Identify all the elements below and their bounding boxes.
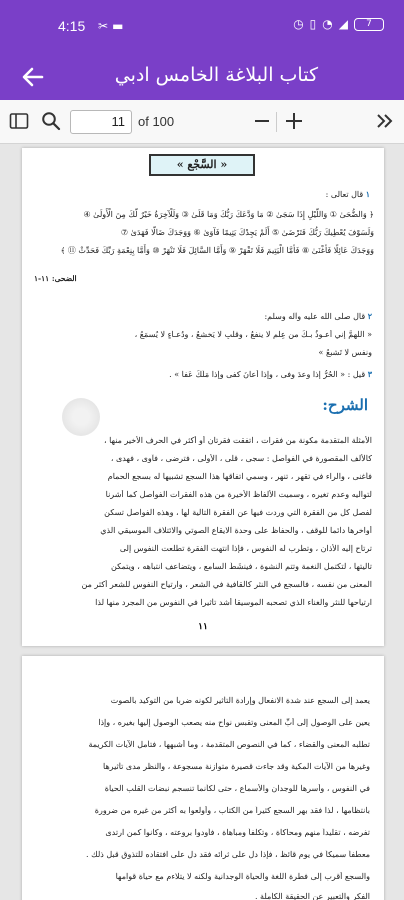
- battery-icon: [354, 18, 384, 31]
- sidebar-toggle-button[interactable]: [6, 108, 32, 134]
- search-button[interactable]: [38, 108, 64, 134]
- body-line: تطلبه المعنى والقضاء ، كما في النصوص المتقدمة ، وما أشبهها ، فتأمل الآيات الكريمة: [88, 740, 370, 749]
- explanation-line: ترتاح إليه الأذان ، وتطرب له النفوس ، فإذا انتهت الفقرة تطلعت النفوس إلى: [119, 544, 372, 553]
- zoom-out-button[interactable]: [249, 108, 275, 134]
- double-chevron-right-icon: [375, 112, 395, 130]
- explanation-heading: الشرح:: [322, 396, 368, 414]
- vibrate-icon: ▯: [309, 17, 317, 31]
- message-icon: ▬: [112, 19, 128, 33]
- question-3-number: ٣: [367, 370, 372, 379]
- question-1-number: ١: [365, 190, 370, 199]
- search-icon: [41, 111, 61, 131]
- body-line: في النفوس ، وأسرها للوجدان والأسماع ، حتى لكأنما تنسجم نبضات القلب الحياة: [104, 784, 370, 793]
- verse-line: وَوَجَدَكَ عَائِلًا فَأَغْنَىٰ ⑧ فَأَمَّا الْيَتِيمَ فَلَا تَقْهَرْ ⑨ وَأَمَّا السَّائِلَ فَلَا تَنْهَرْ ⑩ وَأَمَّا بِنِعْمَةِ رَبِّكَ فَحَدِّثْ ⑪ ﴾: [60, 246, 374, 255]
- page-total-label: of 100: [138, 114, 175, 129]
- back-button[interactable]: [16, 60, 50, 94]
- explanation-line: فأغنى ، والراء في تقهر ، تنهر ، وسمي اتفاقها هذا السجع تشبيها له بسجع الحمام: [107, 472, 372, 481]
- explanation-line: ارتياحها للنثر والغناء الذي تصحبه الموسيقا أشد تأثيرا في النفوس من المجرد منها لذا: [95, 598, 372, 607]
- body-line: بانتظامها ، لذا فقد بهر السجع كثيراً من الكتاب ، وأولعوا به أكثر من غيره من ضرورة: [94, 806, 370, 815]
- sidebar-icon: [9, 112, 29, 130]
- notification-icons: [98, 19, 127, 33]
- question-3: [34, 370, 372, 379]
- body-line: الفكر والتعبير عن الحقيقة الكاملة .: [254, 892, 370, 900]
- battery-level: 7: [366, 18, 372, 29]
- question-2-number: ٢: [367, 312, 372, 321]
- app-title: كتاب البلاغة الخامس ادبي: [114, 64, 318, 86]
- minus-icon: [253, 112, 271, 130]
- body-line: معطفاً سميكاً في يوم قائظ ، فإذا دل على ثرائه فقد دل على افتقاده للتذوق قبل ذلك .: [86, 850, 370, 859]
- wifi-icon: ◔: [322, 17, 333, 31]
- verse-line: ﴿ وَالضُّحَىٰ ① وَاللَّيْلِ إِذَا سَجَىٰ ② مَا وَدَّعَكَ رَبُّكَ وَمَا قَلَىٰ ③ وَلَلْآخِرَةُ خَيْرٌ لَّكَ مِنَ الْأُولَىٰ ④: [83, 210, 374, 219]
- explanation-line: أواخرها دائما للوقف ، والحفاظ على وحدة الايقاع الصوتي والائتلاف الموسيقي الذي: [100, 526, 372, 535]
- watermark-seal: [62, 398, 100, 436]
- explanation-line: الأمثلة المتقدمة مكونة من فقرات ، اتفقت فقرتان أو أكثر في الحرف الأخير منها ،: [103, 436, 372, 445]
- more-tools-button[interactable]: [372, 108, 398, 134]
- question-1-label: قال تعالى :: [325, 190, 364, 199]
- explanation-line: لفصل كل من الفقرة التي وردت فيها عن الفقرة التالية لها ، وهذه الفواصل تسكن: [104, 508, 372, 517]
- question-2: [34, 312, 372, 321]
- pdf-viewer[interactable]: [0, 144, 404, 900]
- section-title: « السَّجْع »: [149, 154, 255, 176]
- body-line: وغيرها من الآيات المكية وقد جاءت قصيرة متوازنة مسجوعة ، والنظر مدى تأثيرها: [103, 762, 370, 771]
- app-bar: [0, 54, 404, 100]
- explanation-line: كالألف المقصورة في الفواصل : سجى ، قلى ، الأولى ، فترضى ، فآوى ، فهدى ،: [110, 454, 372, 463]
- body-line: والسجع أقرب إلى فطرة اللغة والحياة الوجدانية ولكنه لا يتلاءم مع حياة قوامها: [115, 872, 370, 881]
- explanation-line: تاليتها ، لتكتمل النغمة وتتم النشوة ، فينشَطُ السامع ، ويتضاعف انتباهه ، ويتمكن: [111, 562, 372, 571]
- pdf-page-11: [22, 148, 384, 646]
- arrow-left-icon: [16, 60, 50, 94]
- pdf-toolbar: [0, 100, 404, 144]
- question-3-text: قيل : « الحُرُّ إذا وعدَ وفى ، وإذا أعانَ كفى وإذا مَلَكَ عَفا » .: [169, 370, 366, 379]
- status-bar: [0, 0, 404, 54]
- toolbar-divider: [276, 112, 277, 132]
- body-line: تفرضه ، تقليداً منهم ومحاكاة ، وتكلفاً ومباهاة ، فأودوا بروعته ، وكانوا كمن ارتدى: [105, 828, 370, 837]
- hadith-line: ونفسٍ لا تَشبعُ »: [318, 348, 372, 357]
- plus-icon: [284, 111, 304, 131]
- verse-reference: الضحى: ١١-١: [34, 274, 77, 283]
- tools-icon: ✂: [98, 19, 113, 33]
- question-2-label: قال صلى الله عليه وآله وسلم:: [264, 312, 366, 321]
- alarm-icon: ◷: [293, 17, 304, 31]
- zoom-in-button[interactable]: [281, 108, 307, 134]
- explanation-line: لتواليه وعدم تغيره ، وسميت الألفاظ الأخيرة من هذه الفقرات الفواصل كما أشرنا: [105, 490, 372, 499]
- hadith-line: « اللهمَّ إني أعـوذُ بـكَ من عِلمٍ لا ينفعُ ، وقلبٍ لا يَخشعُ ، ودُعـاءٍ لا يُسمَعُ ،: [134, 330, 372, 339]
- question-1: [326, 190, 370, 199]
- signal-icon: ◢: [338, 17, 348, 31]
- body-line: يعين على الوصول إلى أُبِّ المعنى وتقبس نواح منه يصعب الوصول إليها بغيره ، وإذا: [98, 718, 370, 727]
- status-time: 4:15: [58, 18, 86, 34]
- page-number-input[interactable]: 11: [70, 110, 132, 134]
- system-icons: [293, 17, 384, 31]
- body-line: يعمد إلى السجع عند شدة الانفعال وإرادة التأثير لكونه ضربا من التوكيد بالصوت: [110, 696, 370, 705]
- pdf-page-12: [22, 656, 384, 900]
- page-number: ١١: [198, 622, 208, 632]
- explanation-line: المعنى من نفسه ، فالسجع في النثر كالقافية في الشعر ، وارتياح النفوس للشعر أكثر من: [81, 580, 372, 589]
- verse-line: وَلَسَوْفَ يُعْطِيكَ رَبُّكَ فَتَرْضَىٰ ⑤ أَلَمْ يَجِدْكَ يَتِيمًا فَآوَىٰ ⑥ وَوَجَدَكَ ضَالًّا فَهَدَىٰ ⑦: [120, 228, 374, 237]
